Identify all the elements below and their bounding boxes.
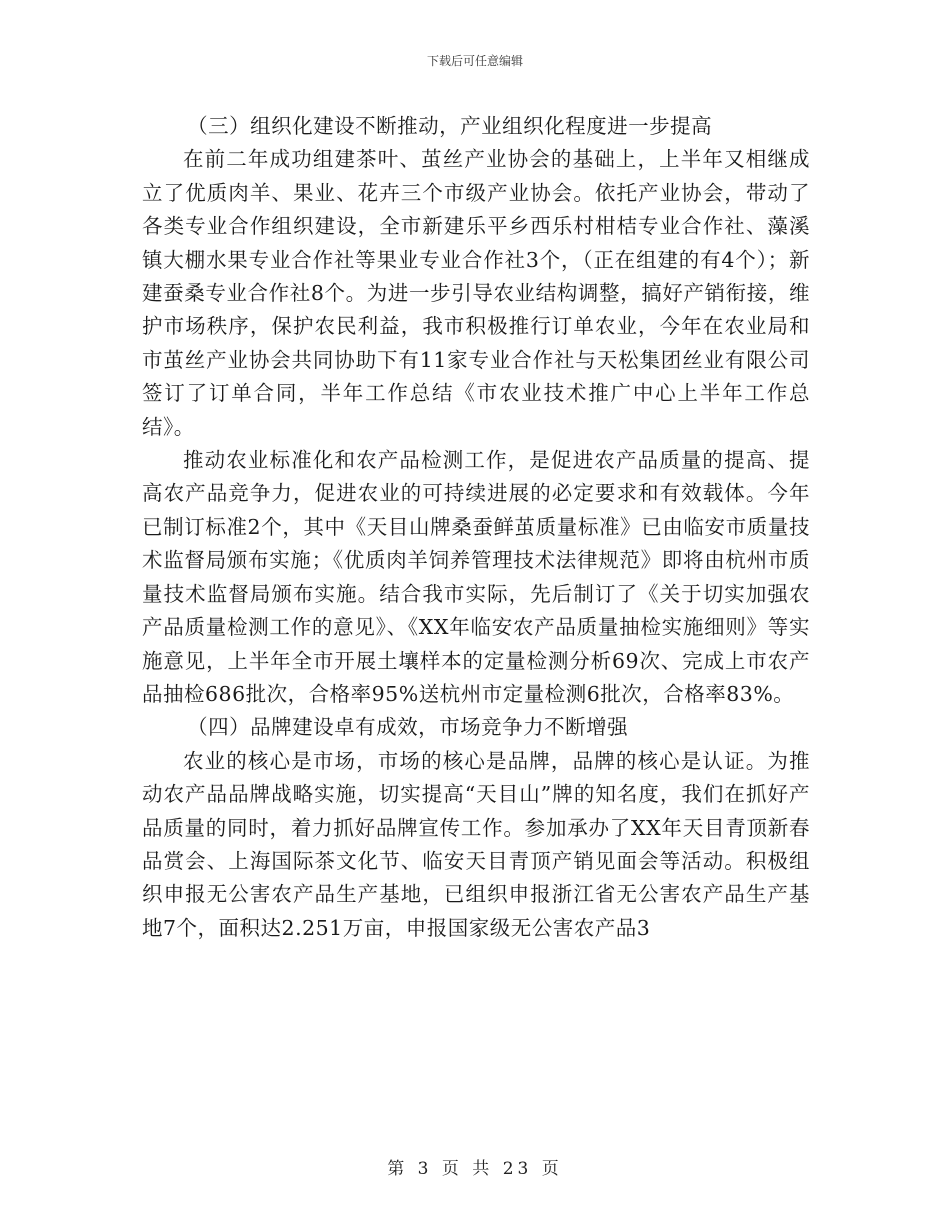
section-heading-3: （三）组织化建设不断推动，产业组织化程度进一步提高 xyxy=(187,114,713,138)
page-number-footer: 第 3 页 共 23 页 xyxy=(387,1159,563,1179)
page-header-note: 下载后可任意编辑 xyxy=(426,54,523,68)
paragraph-standardization: 推动农业标准化和农产品检测工作，是促进农产品质量的提高、提高农产品竞争力，促进农业的可持续进展的必定要求和有效载体。今年已制订标准2个，其中《天目山牌桑蚕鲜茧质量标准》已由临安市质量技术监督局颁布实施；《优质肉羊饲养管理技术法律规范》即将由杭州市质量技术监督局颁布实施。结合我市实际，先后制订了《关于切实加强农产品质量检测工作的意见》、《XX年临安农产品质量抽检实施细则》等实施意见，上半年全市开展土壤样本的定量检测分析69次、完成上市农产品抽检686批次，合格率95%送杭州市定量检测6批次，合格率83%。 xyxy=(142,448,810,706)
paragraph-brand: 农业的核心是市场，市场的核心是品牌，品牌的核心是认证。为推动农产品品牌战略实施，切实提高“天目山”牌的知名度，我们在抓好产品质量的同时，着力抓好品牌宣传工作。参加承办了XX年天目青顶新春品赏会、上海国际茶文化节、临安天目青顶产销见面会等活动。积极组织申报无公害农产品生产基地，已组织申报浙江省无公害农产品生产基地7个，面积达2.251万亩，申报国家级无公害农产品3 xyxy=(142,748,810,940)
document-body xyxy=(142,110,810,945)
section-heading-4: （四）品牌建设卓有成效，市场竞争力不断增强 xyxy=(187,715,629,740)
paragraph-organization: 在前二年成功组建茶叶、茧丝产业协会的基础上，上半年又相继成立了优质肉羊、果业、花卉三个市级产业协会。依托产业协会，带动了各类专业合作组织建设，全市新建乐平乡西乐村柑桔专业合作社、藻溪镇大棚水果专业合作社等果业专业合作社3个，（正在组建的有4个）；新建蚕桑专业合作社8个。为进一步引导农业结构调整，搞好产销衔接，维护市场秩序，保护农民利益，我市积极推行订单农业，今年在农业局和市茧丝产业协会共同协助下有11家专业合作社与天松集团丝业有限公司签订了订单合同，半年工作总结《市农业技术推广中心上半年工作总结》。 xyxy=(142,147,810,439)
